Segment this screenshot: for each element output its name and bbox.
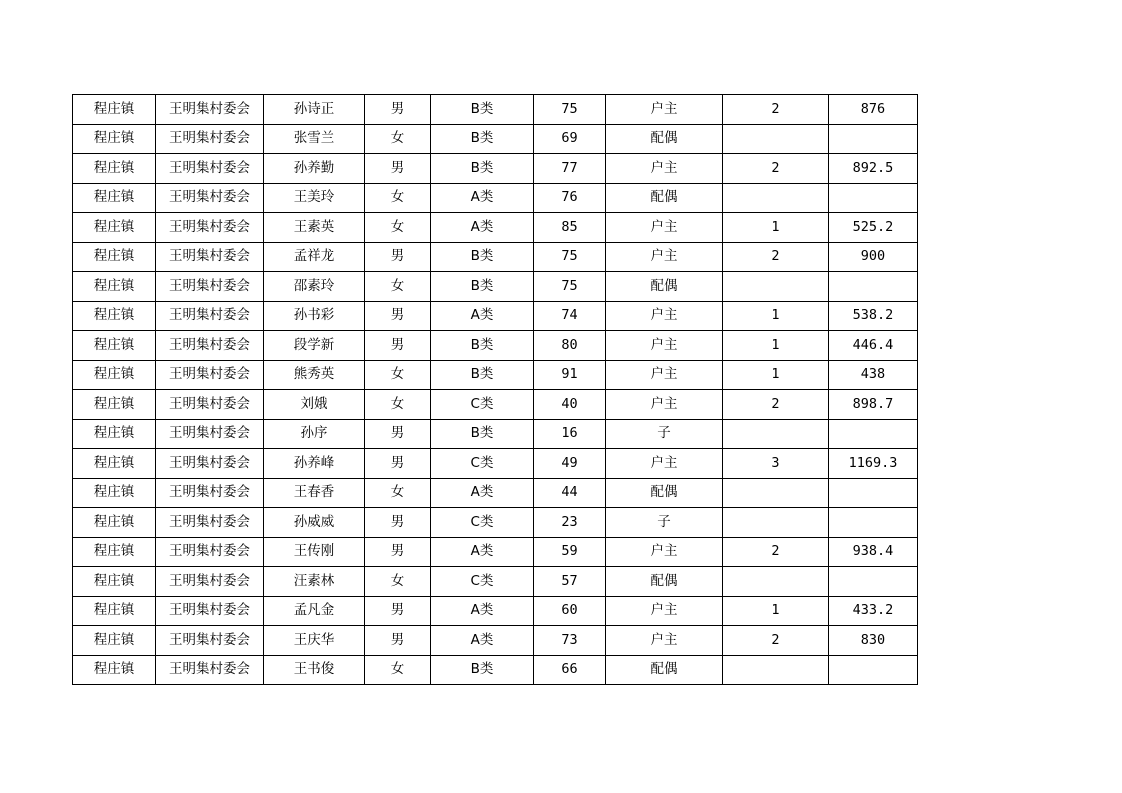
- village-cell: 王明集村委会: [156, 301, 264, 331]
- village-cell: 王明集村委会: [156, 360, 264, 390]
- town-cell: 程庄镇: [73, 183, 156, 213]
- village-cell: 王明集村委会: [156, 537, 264, 567]
- table-row: [73, 272, 918, 302]
- amount-cell: [829, 567, 918, 597]
- town-cell: 程庄镇: [73, 242, 156, 272]
- age-cell: 75: [534, 272, 606, 302]
- household-count-cell: 2: [723, 95, 829, 125]
- table-row: [73, 537, 918, 567]
- relation-cell: 配偶: [606, 567, 723, 597]
- category-cell: A类: [431, 537, 534, 567]
- town-cell: 程庄镇: [73, 124, 156, 154]
- name-cell: 孙养勤: [264, 154, 365, 184]
- household-count-cell: [723, 183, 829, 213]
- table-row: [73, 154, 918, 184]
- town-cell: 程庄镇: [73, 626, 156, 656]
- name-cell: 段学新: [264, 331, 365, 361]
- age-cell: 74: [534, 301, 606, 331]
- amount-cell: 876: [829, 95, 918, 125]
- age-cell: 66: [534, 655, 606, 685]
- age-cell: 40: [534, 390, 606, 420]
- gender-cell: 男: [365, 537, 431, 567]
- name-cell: 王美玲: [264, 183, 365, 213]
- amount-cell: 900: [829, 242, 918, 272]
- category-cell: B类: [431, 95, 534, 125]
- category-cell: C类: [431, 449, 534, 479]
- table-row: [73, 655, 918, 685]
- age-cell: 69: [534, 124, 606, 154]
- gender-cell: 男: [365, 449, 431, 479]
- household-count-cell: [723, 124, 829, 154]
- amount-cell: 446.4: [829, 331, 918, 361]
- age-cell: 77: [534, 154, 606, 184]
- relation-cell: 子: [606, 508, 723, 538]
- village-cell: 王明集村委会: [156, 242, 264, 272]
- relation-cell: 户主: [606, 154, 723, 184]
- table-row: [73, 331, 918, 361]
- category-cell: A类: [431, 301, 534, 331]
- age-cell: 85: [534, 213, 606, 243]
- relation-cell: 配偶: [606, 183, 723, 213]
- village-cell: 王明集村委会: [156, 213, 264, 243]
- name-cell: 孙养峰: [264, 449, 365, 479]
- gender-cell: 男: [365, 626, 431, 656]
- name-cell: 孙诗正: [264, 95, 365, 125]
- table-row: [73, 508, 918, 538]
- name-cell: 王书俊: [264, 655, 365, 685]
- relation-cell: 户主: [606, 390, 723, 420]
- town-cell: 程庄镇: [73, 95, 156, 125]
- amount-cell: 433.2: [829, 596, 918, 626]
- category-cell: B类: [431, 242, 534, 272]
- amount-cell: [829, 183, 918, 213]
- household-count-cell: 2: [723, 626, 829, 656]
- age-cell: 73: [534, 626, 606, 656]
- gender-cell: 女: [365, 478, 431, 508]
- category-cell: B类: [431, 124, 534, 154]
- category-cell: A类: [431, 213, 534, 243]
- age-cell: 44: [534, 478, 606, 508]
- amount-cell: 1169.3: [829, 449, 918, 479]
- table-row: [73, 626, 918, 656]
- name-cell: 王庆华: [264, 626, 365, 656]
- relation-cell: 户主: [606, 360, 723, 390]
- town-cell: 程庄镇: [73, 331, 156, 361]
- household-count-cell: 1: [723, 301, 829, 331]
- gender-cell: 女: [365, 360, 431, 390]
- table-row: [73, 95, 918, 125]
- relation-cell: 配偶: [606, 478, 723, 508]
- table-row: [73, 242, 918, 272]
- gender-cell: 女: [365, 272, 431, 302]
- relation-cell: 户主: [606, 331, 723, 361]
- gender-cell: 男: [365, 242, 431, 272]
- town-cell: 程庄镇: [73, 478, 156, 508]
- category-cell: A类: [431, 183, 534, 213]
- village-cell: 王明集村委会: [156, 331, 264, 361]
- gender-cell: 女: [365, 183, 431, 213]
- amount-cell: [829, 272, 918, 302]
- table-row: [73, 183, 918, 213]
- amount-cell: [829, 124, 918, 154]
- category-cell: C类: [431, 390, 534, 420]
- category-cell: B类: [431, 655, 534, 685]
- town-cell: 程庄镇: [73, 508, 156, 538]
- village-cell: 王明集村委会: [156, 419, 264, 449]
- village-cell: 王明集村委会: [156, 390, 264, 420]
- table-row: [73, 449, 918, 479]
- gender-cell: 男: [365, 301, 431, 331]
- gender-cell: 男: [365, 596, 431, 626]
- name-cell: 熊秀英: [264, 360, 365, 390]
- category-cell: B类: [431, 360, 534, 390]
- age-cell: 60: [534, 596, 606, 626]
- amount-cell: [829, 508, 918, 538]
- gender-cell: 女: [365, 213, 431, 243]
- amount-cell: 830: [829, 626, 918, 656]
- name-cell: 孙威威: [264, 508, 365, 538]
- village-cell: 王明集村委会: [156, 272, 264, 302]
- relation-cell: 配偶: [606, 655, 723, 685]
- table-row: [73, 301, 918, 331]
- relation-cell: 户主: [606, 449, 723, 479]
- household-count-cell: [723, 478, 829, 508]
- town-cell: 程庄镇: [73, 419, 156, 449]
- name-cell: 邵素玲: [264, 272, 365, 302]
- village-cell: 王明集村委会: [156, 124, 264, 154]
- relation-cell: 户主: [606, 213, 723, 243]
- relation-cell: 户主: [606, 596, 723, 626]
- table-row: [73, 596, 918, 626]
- name-cell: 孟凡金: [264, 596, 365, 626]
- relation-cell: 配偶: [606, 124, 723, 154]
- household-count-cell: 2: [723, 154, 829, 184]
- age-cell: 91: [534, 360, 606, 390]
- category-cell: B类: [431, 419, 534, 449]
- gender-cell: 女: [365, 390, 431, 420]
- age-cell: 16: [534, 419, 606, 449]
- amount-cell: 438: [829, 360, 918, 390]
- relation-cell: 户主: [606, 242, 723, 272]
- relation-cell: 子: [606, 419, 723, 449]
- amount-cell: 538.2: [829, 301, 918, 331]
- age-cell: 57: [534, 567, 606, 597]
- category-cell: A类: [431, 626, 534, 656]
- town-cell: 程庄镇: [73, 390, 156, 420]
- table-row: [73, 419, 918, 449]
- household-count-cell: 1: [723, 331, 829, 361]
- village-cell: 王明集村委会: [156, 95, 264, 125]
- category-cell: B类: [431, 154, 534, 184]
- category-cell: C类: [431, 567, 534, 597]
- gender-cell: 女: [365, 655, 431, 685]
- town-cell: 程庄镇: [73, 154, 156, 184]
- category-cell: B类: [431, 272, 534, 302]
- town-cell: 程庄镇: [73, 567, 156, 597]
- age-cell: 75: [534, 242, 606, 272]
- age-cell: 49: [534, 449, 606, 479]
- village-cell: 王明集村委会: [156, 183, 264, 213]
- name-cell: 刘娥: [264, 390, 365, 420]
- name-cell: 张雪兰: [264, 124, 365, 154]
- name-cell: 孟祥龙: [264, 242, 365, 272]
- gender-cell: 女: [365, 567, 431, 597]
- household-count-cell: 2: [723, 242, 829, 272]
- amount-cell: 938.4: [829, 537, 918, 567]
- town-cell: 程庄镇: [73, 213, 156, 243]
- town-cell: 程庄镇: [73, 537, 156, 567]
- household-count-cell: 2: [723, 390, 829, 420]
- table-row: [73, 478, 918, 508]
- village-cell: 王明集村委会: [156, 508, 264, 538]
- household-count-cell: [723, 508, 829, 538]
- age-cell: 23: [534, 508, 606, 538]
- table-row: [73, 360, 918, 390]
- gender-cell: 男: [365, 154, 431, 184]
- relation-cell: 户主: [606, 537, 723, 567]
- amount-cell: 525.2: [829, 213, 918, 243]
- relation-cell: 户主: [606, 301, 723, 331]
- town-cell: 程庄镇: [73, 360, 156, 390]
- age-cell: 59: [534, 537, 606, 567]
- name-cell: 王传刚: [264, 537, 365, 567]
- village-cell: 王明集村委会: [156, 478, 264, 508]
- household-count-cell: [723, 567, 829, 597]
- town-cell: 程庄镇: [73, 272, 156, 302]
- gender-cell: 男: [365, 508, 431, 538]
- relation-cell: 户主: [606, 626, 723, 656]
- roster-table: [72, 94, 918, 685]
- roster-table-body: [73, 95, 918, 685]
- gender-cell: 男: [365, 419, 431, 449]
- amount-cell: [829, 478, 918, 508]
- name-cell: 孙序: [264, 419, 365, 449]
- name-cell: 王春香: [264, 478, 365, 508]
- gender-cell: 女: [365, 124, 431, 154]
- village-cell: 王明集村委会: [156, 567, 264, 597]
- amount-cell: 892.5: [829, 154, 918, 184]
- household-count-cell: [723, 655, 829, 685]
- table-row: [73, 124, 918, 154]
- amount-cell: [829, 419, 918, 449]
- household-count-cell: [723, 272, 829, 302]
- town-cell: 程庄镇: [73, 449, 156, 479]
- household-count-cell: 1: [723, 596, 829, 626]
- table-row: [73, 567, 918, 597]
- table-row: [73, 213, 918, 243]
- name-cell: 孙书彩: [264, 301, 365, 331]
- category-cell: A类: [431, 596, 534, 626]
- gender-cell: 男: [365, 331, 431, 361]
- relation-cell: 配偶: [606, 272, 723, 302]
- category-cell: A类: [431, 478, 534, 508]
- amount-cell: [829, 655, 918, 685]
- table-row: [73, 390, 918, 420]
- village-cell: 王明集村委会: [156, 626, 264, 656]
- village-cell: 王明集村委会: [156, 596, 264, 626]
- town-cell: 程庄镇: [73, 301, 156, 331]
- household-count-cell: 1: [723, 213, 829, 243]
- household-count-cell: [723, 419, 829, 449]
- category-cell: C类: [431, 508, 534, 538]
- age-cell: 80: [534, 331, 606, 361]
- age-cell: 75: [534, 95, 606, 125]
- name-cell: 汪素林: [264, 567, 365, 597]
- village-cell: 王明集村委会: [156, 655, 264, 685]
- village-cell: 王明集村委会: [156, 449, 264, 479]
- age-cell: 76: [534, 183, 606, 213]
- amount-cell: 898.7: [829, 390, 918, 420]
- household-count-cell: 2: [723, 537, 829, 567]
- household-count-cell: 3: [723, 449, 829, 479]
- relation-cell: 户主: [606, 95, 723, 125]
- gender-cell: 男: [365, 95, 431, 125]
- household-count-cell: 1: [723, 360, 829, 390]
- name-cell: 王素英: [264, 213, 365, 243]
- village-cell: 王明集村委会: [156, 154, 264, 184]
- town-cell: 程庄镇: [73, 655, 156, 685]
- roster-sheet: [72, 94, 918, 685]
- category-cell: B类: [431, 331, 534, 361]
- town-cell: 程庄镇: [73, 596, 156, 626]
